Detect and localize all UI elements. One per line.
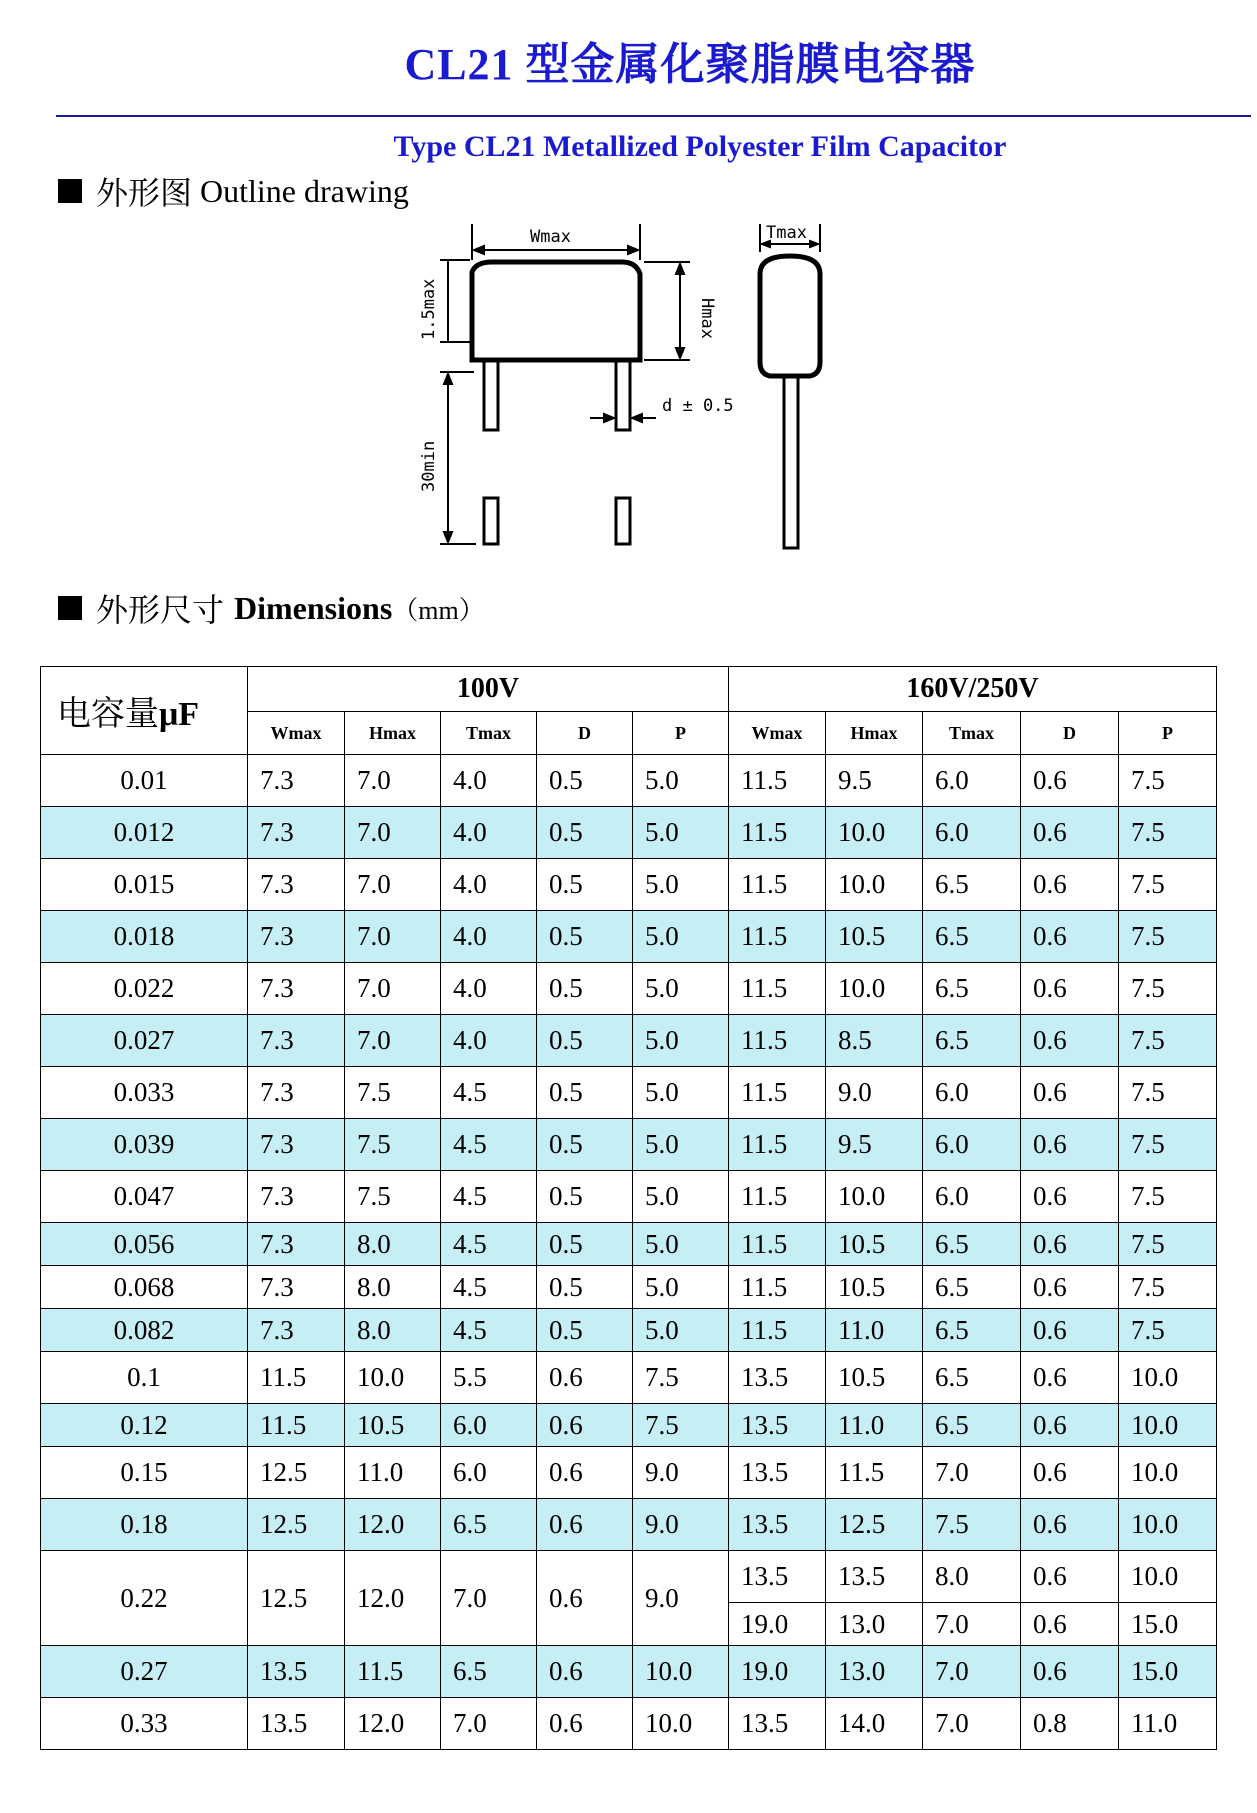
cell-160v-250v: 0.6: [1021, 911, 1119, 963]
cell-100v: 9.0: [633, 1551, 729, 1646]
column-header: D: [537, 712, 633, 755]
cell-100v: 4.0: [441, 1015, 537, 1067]
cell-100v: 7.3: [248, 1119, 345, 1171]
cell-160v-250v: 11.0: [826, 1309, 923, 1352]
section-dimensions-heading: [58, 585, 485, 631]
cell-100v: 0.5: [537, 859, 633, 911]
cell-100v: 5.0: [633, 963, 729, 1015]
cell-100v: 0.5: [537, 1266, 633, 1309]
table-row: [41, 1223, 1217, 1266]
cell-160v-250v: 7.0: [923, 1646, 1021, 1698]
cell-160v-250v: 6.5: [923, 1404, 1021, 1447]
capacitance-unit: μF: [159, 696, 200, 733]
square-bullet-icon: [58, 596, 82, 620]
cell-160v-250v: 0.6: [1021, 1499, 1119, 1551]
cell-100v: 7.5: [345, 1067, 441, 1119]
cell-100v: 10.5: [345, 1404, 441, 1447]
capacitance-cell: 0.15: [41, 1447, 248, 1499]
cell-160v-250v: 6.0: [923, 755, 1021, 807]
column-header: Tmax: [441, 712, 537, 755]
cell-100v: 0.5: [537, 1223, 633, 1266]
table-row: [41, 1404, 1217, 1447]
lead-length-label: 30min: [419, 440, 439, 492]
cell-100v: 0.5: [537, 1309, 633, 1352]
table-row: [41, 1551, 1217, 1603]
cell-160v-250v: 10.5: [826, 1266, 923, 1309]
cell-160v-250v: 7.5: [1119, 1015, 1217, 1067]
capacitance-cell: 0.22: [41, 1551, 248, 1646]
cell-100v: 11.5: [248, 1352, 345, 1404]
cell-100v: 7.5: [633, 1404, 729, 1447]
table-row: [41, 1266, 1217, 1309]
cell-160v-250v: 13.5: [729, 1698, 826, 1750]
table-row: [41, 1352, 1217, 1404]
capacitance-cell: 0.18: [41, 1499, 248, 1551]
cell-100v: 7.0: [441, 1551, 537, 1646]
cell-100v: 5.0: [633, 1119, 729, 1171]
cell-160v-250v: 11.5: [729, 859, 826, 911]
cell-100v: 10.0: [633, 1646, 729, 1698]
cell-160v-250v: 13.5: [729, 1447, 826, 1499]
cell-100v: 4.5: [441, 1171, 537, 1223]
cell-100v: 7.3: [248, 1015, 345, 1067]
cell-160v-250v: 6.5: [923, 1015, 1021, 1067]
table-row: [41, 1015, 1217, 1067]
cell-160v-250v: 14.0: [826, 1698, 923, 1750]
cell-160v-250v: 7.0: [923, 1447, 1021, 1499]
cell-160v-250v: 0.6: [1021, 1067, 1119, 1119]
table-row: [41, 1698, 1217, 1750]
column-header: Wmax: [248, 712, 345, 755]
cell-100v: 12.0: [345, 1499, 441, 1551]
cell-160v-250v: 6.0: [923, 1119, 1021, 1171]
cell-100v: 7.0: [345, 963, 441, 1015]
cell-160v-250v: 7.5: [1119, 1223, 1217, 1266]
cell-160v-250v: 0.6: [1021, 1352, 1119, 1404]
cell-160v-250v: 0.6: [1021, 1171, 1119, 1223]
cell-100v: 13.5: [248, 1698, 345, 1750]
cell-100v: 7.3: [248, 859, 345, 911]
wmax-label: Wmax: [530, 227, 571, 247]
section-outline-cn: 外形图: [96, 175, 193, 211]
cell-160v-250v: 10.0: [1119, 1352, 1217, 1404]
cell-160v-250v: 13.5: [729, 1404, 826, 1447]
capacitance-cell: 0.047: [41, 1171, 248, 1223]
cell-160v-250v: 10.5: [826, 1223, 923, 1266]
cell-100v: 9.0: [633, 1447, 729, 1499]
cell-100v: 0.6: [537, 1646, 633, 1698]
cell-160v-250v: 7.5: [1119, 1171, 1217, 1223]
group-header-100v: 100V: [248, 667, 729, 712]
cell-160v-250v: 0.6: [1021, 1646, 1119, 1698]
cell-100v: 7.3: [248, 1067, 345, 1119]
cell-100v: 0.5: [537, 1171, 633, 1223]
cell-100v: 7.0: [345, 911, 441, 963]
cell-160v-250v: 6.5: [923, 1266, 1021, 1309]
cell-100v: 5.0: [633, 807, 729, 859]
column-header: Hmax: [826, 712, 923, 755]
column-header: Tmax: [923, 712, 1021, 755]
cell-160v-250v: 11.0: [826, 1404, 923, 1447]
cell-100v: 4.0: [441, 911, 537, 963]
cell-160v-250v: 0.6: [1021, 859, 1119, 911]
cell-100v: 11.0: [345, 1447, 441, 1499]
cell-100v: 12.5: [248, 1447, 345, 1499]
cell-100v: 7.3: [248, 911, 345, 963]
square-bullet-icon: [58, 179, 82, 203]
cell-100v: 6.0: [441, 1447, 537, 1499]
capacitance-cell: 0.056: [41, 1223, 248, 1266]
cell-100v: 11.5: [248, 1404, 345, 1447]
cell-100v: 0.5: [537, 755, 633, 807]
cell-100v: 6.5: [441, 1646, 537, 1698]
cell-160v-250v: 13.0: [826, 1603, 923, 1646]
cell-100v: 7.0: [345, 755, 441, 807]
cell-160v-250v: 13.5: [729, 1352, 826, 1404]
capacitance-cell: 0.018: [41, 911, 248, 963]
cell-100v: 10.0: [345, 1352, 441, 1404]
page-title-en: Type CL21 Metallized Polyester Film Capacitor: [393, 130, 1007, 163]
cell-160v-250v: 11.5: [729, 755, 826, 807]
capacitance-cell: 0.015: [41, 859, 248, 911]
cell-100v: 7.3: [248, 1309, 345, 1352]
cell-160v-250v: 0.6: [1021, 755, 1119, 807]
cell-100v: 4.5: [441, 1067, 537, 1119]
cell-160v-250v: 0.6: [1021, 1015, 1119, 1067]
cell-160v-250v: 10.0: [1119, 1499, 1217, 1551]
cell-100v: 5.0: [633, 1171, 729, 1223]
tmax-label: Tmax: [766, 223, 807, 243]
cell-100v: 8.0: [345, 1266, 441, 1309]
cell-100v: 7.0: [345, 807, 441, 859]
cell-160v-250v: 11.5: [729, 1266, 826, 1309]
section-outline-en: Outline drawing: [200, 172, 409, 209]
cell-160v-250v: 6.0: [923, 1171, 1021, 1223]
column-header: Hmax: [345, 712, 441, 755]
cell-100v: 4.0: [441, 963, 537, 1015]
cell-100v: 0.6: [537, 1447, 633, 1499]
cell-100v: 7.0: [345, 859, 441, 911]
section-outline-heading: [58, 168, 409, 214]
cell-160v-250v: 7.5: [1119, 1309, 1217, 1352]
cell-100v: 7.3: [248, 1171, 345, 1223]
cell-160v-250v: 8.5: [826, 1015, 923, 1067]
cell-160v-250v: 6.0: [923, 807, 1021, 859]
outline-drawing-side: [740, 222, 840, 552]
cell-160v-250v: 7.5: [1119, 911, 1217, 963]
cell-160v-250v: 7.5: [1119, 859, 1217, 911]
section-dimensions-cn: 外形尺寸: [96, 592, 225, 628]
cell-160v-250v: 10.0: [1119, 1447, 1217, 1499]
cell-100v: 5.0: [633, 755, 729, 807]
table-row: [41, 1067, 1217, 1119]
top-gap-label: 1.5max: [419, 278, 439, 340]
capacitance-cell: 0.012: [41, 807, 248, 859]
cell-100v: 4.0: [441, 859, 537, 911]
cell-100v: 4.5: [441, 1223, 537, 1266]
cell-160v-250v: 10.0: [1119, 1551, 1217, 1603]
hmax-label: Hmax: [697, 298, 717, 339]
cell-100v: 4.5: [441, 1309, 537, 1352]
cell-160v-250v: 0.6: [1021, 1309, 1119, 1352]
capacitance-cell: 0.033: [41, 1067, 248, 1119]
cell-160v-250v: 6.5: [923, 963, 1021, 1015]
cell-100v: 5.0: [633, 1067, 729, 1119]
cell-100v: 7.3: [248, 807, 345, 859]
cell-100v: 5.0: [633, 1309, 729, 1352]
cell-160v-250v: 10.0: [826, 1171, 923, 1223]
capacitance-cell: 0.027: [41, 1015, 248, 1067]
cell-160v-250v: 10.5: [826, 911, 923, 963]
cell-100v: 12.5: [248, 1551, 345, 1646]
cell-100v: 6.5: [441, 1499, 537, 1551]
table-row: [41, 1119, 1217, 1171]
cell-160v-250v: 0.6: [1021, 1223, 1119, 1266]
cell-160v-250v: 19.0: [729, 1603, 826, 1646]
cell-100v: 9.0: [633, 1499, 729, 1551]
cell-100v: 11.5: [345, 1646, 441, 1698]
cell-160v-250v: 0.6: [1021, 1447, 1119, 1499]
dimensions-table: [40, 666, 1217, 1750]
cell-160v-250v: 11.5: [729, 1015, 826, 1067]
table-row: [41, 963, 1217, 1015]
cell-160v-250v: 0.6: [1021, 1266, 1119, 1309]
cell-160v-250v: 15.0: [1119, 1603, 1217, 1646]
cell-100v: 5.0: [633, 1223, 729, 1266]
capacitance-cell: 0.1: [41, 1352, 248, 1404]
cell-100v: 0.6: [537, 1404, 633, 1447]
cell-160v-250v: 7.5: [1119, 755, 1217, 807]
cell-160v-250v: 0.6: [1021, 1603, 1119, 1646]
cell-100v: 5.0: [633, 1266, 729, 1309]
cell-160v-250v: 0.6: [1021, 1404, 1119, 1447]
cell-100v: 5.0: [633, 859, 729, 911]
group-header-160v-250v: 160V/250V: [729, 667, 1217, 712]
cell-160v-250v: 10.0: [826, 859, 923, 911]
capacitance-cell: 0.068: [41, 1266, 248, 1309]
cell-100v: 12.0: [345, 1551, 441, 1646]
cell-100v: 5.5: [441, 1352, 537, 1404]
cell-160v-250v: 0.6: [1021, 1119, 1119, 1171]
cell-100v: 8.0: [345, 1223, 441, 1266]
cell-100v: 0.6: [537, 1698, 633, 1750]
table-row: [41, 1171, 1217, 1223]
cell-160v-250v: 11.5: [729, 1223, 826, 1266]
table-row: [41, 807, 1217, 859]
column-header: D: [1021, 712, 1119, 755]
cell-160v-250v: 6.5: [923, 1223, 1021, 1266]
cell-160v-250v: 10.0: [826, 807, 923, 859]
table-row: [41, 859, 1217, 911]
table-row: [41, 1499, 1217, 1551]
cell-100v: 10.0: [633, 1698, 729, 1750]
cell-160v-250v: 7.5: [1119, 1119, 1217, 1171]
cell-100v: 7.0: [441, 1698, 537, 1750]
cell-160v-250v: 11.5: [729, 963, 826, 1015]
cell-100v: 4.5: [441, 1119, 537, 1171]
cell-160v-250v: 19.0: [729, 1646, 826, 1698]
cell-100v: 0.6: [537, 1499, 633, 1551]
capacitance-cell: 0.022: [41, 963, 248, 1015]
cell-100v: 7.3: [248, 963, 345, 1015]
cell-100v: 7.5: [345, 1119, 441, 1171]
cell-160v-250v: 8.0: [923, 1551, 1021, 1603]
cell-160v-250v: 11.5: [729, 1171, 826, 1223]
lead-d-label: d ± 0.5: [662, 396, 734, 416]
capacitance-cell: 0.01: [41, 755, 248, 807]
cell-160v-250v: 10.5: [826, 1352, 923, 1404]
cell-100v: 13.5: [248, 1646, 345, 1698]
cell-160v-250v: 15.0: [1119, 1646, 1217, 1698]
cell-160v-250v: 9.5: [826, 755, 923, 807]
cell-160v-250v: 10.0: [1119, 1404, 1217, 1447]
cell-160v-250v: 6.5: [923, 1309, 1021, 1352]
cell-100v: 0.5: [537, 963, 633, 1015]
outline-drawing-front: [400, 222, 760, 562]
cell-160v-250v: 11.5: [826, 1447, 923, 1499]
cell-100v: 12.5: [248, 1499, 345, 1551]
cell-100v: 4.0: [441, 755, 537, 807]
cell-160v-250v: 0.6: [1021, 807, 1119, 859]
capacitance-header: 电容量μF: [41, 667, 248, 755]
cell-160v-250v: 7.0: [923, 1603, 1021, 1646]
cell-160v-250v: 0.8: [1021, 1698, 1119, 1750]
table-row: [41, 911, 1217, 963]
cell-100v: 4.0: [441, 807, 537, 859]
cell-100v: 7.3: [248, 1266, 345, 1309]
cell-100v: 8.0: [345, 1309, 441, 1352]
cell-160v-250v: 7.5: [1119, 807, 1217, 859]
cell-100v: 0.5: [537, 1119, 633, 1171]
cell-160v-250v: 7.5: [923, 1499, 1021, 1551]
cell-100v: 7.3: [248, 755, 345, 807]
cell-160v-250v: 13.0: [826, 1646, 923, 1698]
cell-160v-250v: 6.5: [923, 859, 1021, 911]
cell-100v: 4.5: [441, 1266, 537, 1309]
table-row: [41, 1646, 1217, 1698]
capacitance-cell: 0.082: [41, 1309, 248, 1352]
cell-160v-250v: 6.5: [923, 911, 1021, 963]
cell-160v-250v: 13.5: [826, 1551, 923, 1603]
table-row: [41, 755, 1217, 807]
column-header: Wmax: [729, 712, 826, 755]
cell-160v-250v: 6.5: [923, 1352, 1021, 1404]
cell-100v: 0.5: [537, 911, 633, 963]
cell-160v-250v: 11.5: [729, 911, 826, 963]
capacitance-cell: 0.33: [41, 1698, 248, 1750]
cell-160v-250v: 11.5: [729, 1067, 826, 1119]
cell-160v-250v: 7.5: [1119, 1266, 1217, 1309]
cell-160v-250v: 6.0: [923, 1067, 1021, 1119]
cell-100v: 7.5: [633, 1352, 729, 1404]
cell-100v: 12.0: [345, 1698, 441, 1750]
cell-160v-250v: 11.0: [1119, 1698, 1217, 1750]
cell-100v: 0.5: [537, 1067, 633, 1119]
cell-160v-250v: 10.0: [826, 963, 923, 1015]
cell-160v-250v: 0.6: [1021, 1551, 1119, 1603]
cell-160v-250v: 11.5: [729, 1119, 826, 1171]
cell-160v-250v: 0.6: [1021, 963, 1119, 1015]
cell-100v: 6.0: [441, 1404, 537, 1447]
page-title-cn: CL21 型金属化聚脂膜电容器: [404, 40, 976, 89]
cell-160v-250v: 9.0: [826, 1067, 923, 1119]
cell-160v-250v: 7.5: [1119, 963, 1217, 1015]
cell-160v-250v: 7.0: [923, 1698, 1021, 1750]
table-row: [41, 1309, 1217, 1352]
cell-160v-250v: 9.5: [826, 1119, 923, 1171]
capacitance-cell: 0.12: [41, 1404, 248, 1447]
column-header: P: [633, 712, 729, 755]
column-header: P: [1119, 712, 1217, 755]
cell-100v: 0.5: [537, 1015, 633, 1067]
title-divider: [56, 115, 1251, 117]
capacitance-cell: 0.27: [41, 1646, 248, 1698]
section-dimensions-unit: （mm）: [392, 595, 485, 625]
cell-100v: 5.0: [633, 911, 729, 963]
section-dimensions-en: Dimensions: [234, 589, 393, 626]
cell-100v: 0.6: [537, 1352, 633, 1404]
cell-100v: 5.0: [633, 1015, 729, 1067]
cell-160v-250v: 11.5: [729, 807, 826, 859]
cell-100v: 7.3: [248, 1223, 345, 1266]
cell-100v: 7.5: [345, 1171, 441, 1223]
cell-160v-250v: 13.5: [729, 1499, 826, 1551]
cell-160v-250v: 13.5: [729, 1551, 826, 1603]
cell-100v: 0.5: [537, 807, 633, 859]
cell-160v-250v: 12.5: [826, 1499, 923, 1551]
cell-160v-250v: 7.5: [1119, 1067, 1217, 1119]
cell-100v: 7.0: [345, 1015, 441, 1067]
cell-160v-250v: 11.5: [729, 1309, 826, 1352]
table-row: [41, 1447, 1217, 1499]
cell-100v: 0.6: [537, 1551, 633, 1646]
capacitance-cell: 0.039: [41, 1119, 248, 1171]
